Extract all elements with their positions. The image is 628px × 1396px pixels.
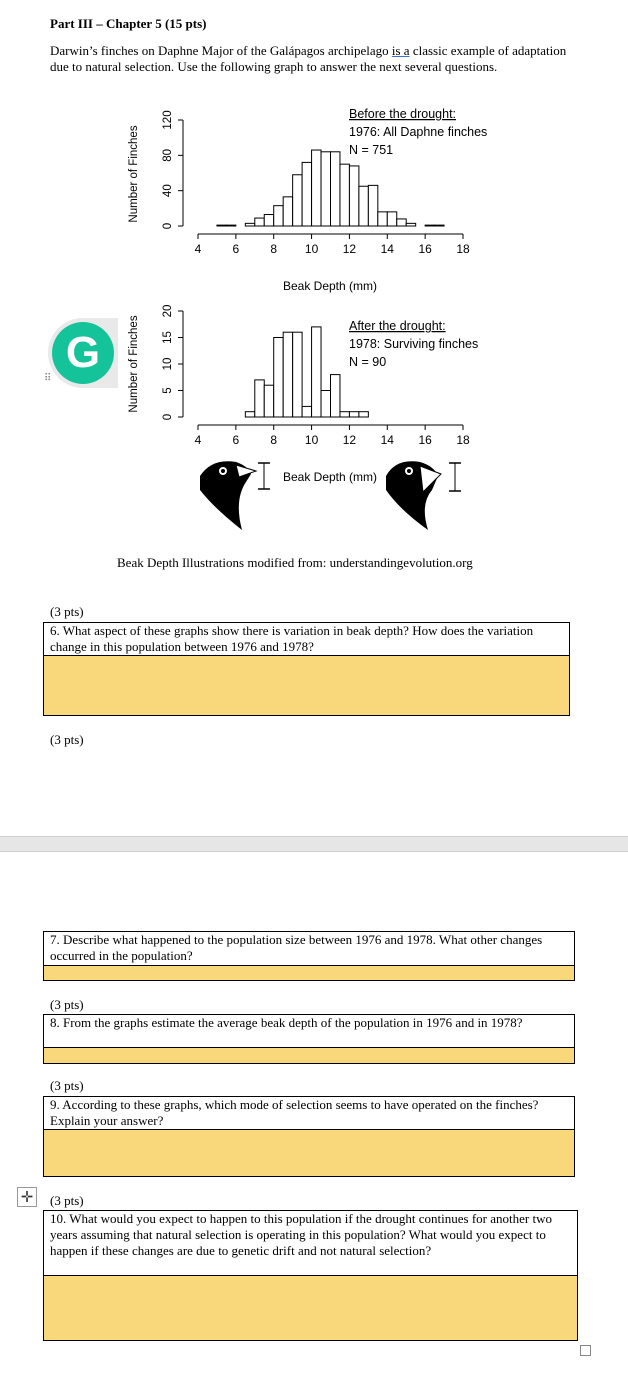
- chart-title-1978: After the drought:: [349, 319, 446, 333]
- question-7-prompt: 7. Describe what happened to the population size between 1976 and 1978. What other changes occurred in the population?: [43, 931, 575, 965]
- histogram-bar: [274, 338, 283, 418]
- y-ticks-1976: [162, 110, 183, 229]
- x-tick-label: 6: [232, 433, 240, 447]
- grammarly-button[interactable]: [48, 318, 118, 388]
- chart-sample-size-1978: N = 90: [349, 355, 387, 369]
- histogram-bar: [293, 175, 302, 226]
- histogram-bar: [226, 225, 235, 226]
- histogram-bar: [331, 152, 340, 226]
- histogram-bar: [293, 332, 302, 417]
- y-tick-label: 5: [162, 387, 175, 394]
- histogram-bar: [349, 166, 358, 226]
- intro-text-end: classic example of adaptation due to natural selection. Use the following graph to answer the next several questions.: [50, 43, 567, 74]
- question-6-answer-field[interactable]: [43, 655, 570, 716]
- page-break: [0, 836, 628, 852]
- y-tick-label: 120: [162, 110, 175, 130]
- histogram-bar: [425, 225, 434, 226]
- question-8-answer-field[interactable]: [43, 1047, 575, 1064]
- question-8-points: (3 pts): [50, 997, 84, 1012]
- histogram-bar: [283, 332, 292, 417]
- move-icon[interactable]: ✛: [17, 1187, 37, 1207]
- x-axis-label-1976: Beak Depth (mm): [282, 279, 378, 293]
- intro-text-start: Darwin’s finches on Daphne Major of the Galápagos archipelago: [50, 43, 392, 58]
- section-title: Part III – Chapter 5 (15 pts): [50, 16, 207, 31]
- histogram-bar: [302, 162, 311, 226]
- histogram-bar: [359, 412, 368, 417]
- histogram-bar: [312, 327, 321, 417]
- y-ticks-1978: [162, 305, 183, 421]
- x-tick-label: 18: [456, 242, 470, 256]
- x-ticks-1978: [195, 425, 470, 447]
- chart-sample-size-1976: N = 751: [349, 143, 394, 157]
- histogram-bar: [340, 412, 349, 417]
- drag-grip-icon[interactable]: ⠿: [44, 373, 52, 384]
- x-ticks-1976: [195, 234, 470, 256]
- y-axis-label-1978: Number of Finches: [128, 315, 140, 413]
- histogram-bar: [397, 219, 406, 226]
- histogram-bar: [264, 215, 273, 226]
- x-tick-label: 6: [232, 242, 240, 256]
- y-tick-label: 20: [162, 304, 175, 318]
- question-9-points: (3 pts): [50, 1078, 84, 1093]
- x-tick-label: 4: [194, 242, 202, 256]
- histogram-bar: [331, 375, 340, 417]
- x-tick-label: 14: [380, 433, 394, 447]
- beak-depth-figure: [0, 0, 628, 540]
- histogram-bar: [312, 150, 321, 226]
- histogram-bar: [245, 412, 254, 417]
- x-tick-label: 10: [304, 433, 319, 447]
- histogram-bar: [378, 212, 387, 226]
- question-7-points: (3 pts): [50, 732, 84, 747]
- x-tick-label: 14: [380, 242, 394, 256]
- y-axis-label-1976: Number of Finches: [128, 125, 140, 223]
- x-tick-label: 8: [270, 242, 278, 256]
- chart-subtitle-1978: 1978: Surviving finches: [349, 337, 479, 351]
- histogram-bar: [387, 212, 396, 226]
- histogram-bar: [321, 391, 330, 418]
- question-9-prompt: 9. According to these graphs, which mode of selection seems to have operated on the finches? Explain your answer?: [43, 1096, 575, 1129]
- resize-handle-icon[interactable]: [580, 1345, 591, 1356]
- question-9-answer-field[interactable]: [43, 1129, 575, 1177]
- histogram-bar: [283, 197, 292, 226]
- question-6-points: (3 pts): [50, 604, 84, 619]
- x-tick-label: 4: [194, 433, 202, 447]
- question-10-points: (3 pts): [50, 1193, 84, 1208]
- x-tick-label: 12: [342, 242, 357, 256]
- y-tick-label: 0: [162, 222, 175, 230]
- histogram-bar: [245, 223, 254, 226]
- histogram-bar: [217, 225, 226, 226]
- y-tick-label: 15: [162, 331, 175, 344]
- y-tick-label: 0: [162, 413, 175, 421]
- histogram-bar: [321, 152, 330, 226]
- question-10-prompt: 10. What would you expect to happen to this population if the drought continues for another two years assuming that natural selection is operating in this population? What would you expect to happen if these changes are due to genetic drift and not natural selection?: [43, 1210, 578, 1275]
- x-axis-label-1978: Beak Depth (mm): [282, 470, 378, 484]
- y-tick-label: 10: [162, 357, 175, 371]
- narrow-beak-bird-icon: [200, 461, 270, 530]
- question-8-prompt: 8. From the graphs estimate the average beak depth of the population in 1976 and in 1978?: [43, 1014, 575, 1047]
- histogram-bar: [255, 218, 264, 226]
- histogram-bar: [349, 412, 358, 417]
- x-tick-label: 18: [456, 433, 470, 447]
- histogram-bar: [435, 225, 444, 226]
- histogram-bar: [274, 206, 283, 226]
- y-tick-label: 40: [162, 184, 175, 198]
- chart-title-1976: Before the drought:: [349, 107, 457, 121]
- x-tick-label: 16: [418, 433, 432, 447]
- histogram-1976: [128, 107, 487, 293]
- intro-text-underlined[interactable]: is a: [391, 43, 410, 58]
- histogram-bar: [264, 385, 273, 417]
- histogram-bar: [406, 223, 415, 226]
- histogram-1978: [128, 305, 478, 484]
- question-6-prompt: 6. What aspect of these graphs show there is variation in beak depth? How does the variation change in this population between 1976 and 1978?: [43, 622, 570, 655]
- x-tick-label: 12: [342, 433, 357, 447]
- grammarly-icon[interactable]: G: [52, 322, 114, 384]
- histogram-bar: [359, 186, 368, 226]
- x-tick-label: 8: [270, 433, 278, 447]
- y-tick-label: 80: [162, 148, 175, 162]
- histogram-bar: [255, 380, 264, 417]
- x-tick-label: 16: [418, 242, 432, 256]
- histogram-bar: [368, 185, 377, 226]
- deep-beak-bird-icon: [386, 461, 461, 530]
- chart-subtitle-1976: 1976: All Daphne finches: [349, 125, 488, 139]
- histogram-bar: [302, 406, 311, 417]
- question-10-answer-field[interactable]: [43, 1275, 578, 1341]
- x-tick-label: 10: [304, 242, 319, 256]
- question-7-answer-field[interactable]: [43, 965, 575, 981]
- histogram-bar: [340, 164, 349, 226]
- bars-1976: [217, 150, 444, 226]
- figure-caption: Beak Depth Illustrations modified from: understandingevolution.org: [117, 555, 473, 570]
